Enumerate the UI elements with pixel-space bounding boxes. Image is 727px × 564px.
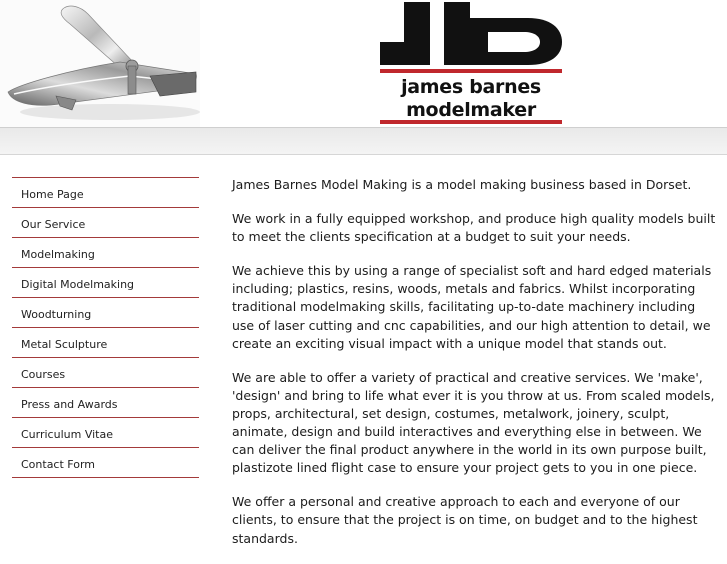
sidebar-nav (12, 177, 199, 478)
nav-item-home-page[interactable]: Home Page (12, 177, 199, 207)
nav-item-modelmaking[interactable]: Modelmaking (12, 237, 199, 267)
site-header (0, 0, 727, 127)
approach-paragraph: We offer a personal and creative approach to each and everyone of our clients, to ensure that the project is on time, on budget and to the highest standards. (232, 494, 698, 546)
logo-text-name: james barnes (401, 76, 541, 98)
nav-item-metal-sculpture[interactable]: Metal Sculpture (12, 327, 199, 357)
nav-item-curriculum-vitae[interactable]: Curriculum Vitae (12, 417, 199, 447)
nav-item-our-service[interactable]: Our Service (12, 207, 199, 237)
materials-paragraph: We achieve this by using a range of specialist soft and hard edged materials including; plastics, resins, woods, metals and fabrics. Whilst incorporating traditional modelmaking skills, facilitating up-to-date machinery including use of laser cutting and cnc capabilities, and our high attention to detail, we create an exciting visual impact with a unique model that stands out. (232, 263, 712, 351)
intro-paragraph: James Barnes Model Making is a model making business based in Dorset. (232, 177, 692, 192)
nav-item-press-and-awards[interactable]: Press and Awards (12, 387, 199, 417)
hero-image (0, 0, 200, 127)
header-bar (0, 127, 727, 155)
site-logo[interactable] (378, 2, 564, 125)
nav-item-woodturning[interactable]: Woodturning (12, 297, 199, 327)
nav-item-digital-modelmaking[interactable]: Digital Modelmaking (12, 267, 199, 297)
workshop-paragraph: We work in a fully equipped workshop, and produce high quality models built to meet the clients specification at a budget to suit your needs. (232, 211, 716, 245)
nav-item-contact-form[interactable]: Contact Form (12, 447, 199, 478)
main-content (232, 176, 716, 564)
logo-text-tagline: modelmaker (406, 99, 536, 121)
nav-item-courses[interactable]: Courses (12, 357, 199, 387)
services-paragraph: We are able to offer a variety of practical and creative services. We 'make', 'design' and bring to life what ever it is you throw at us. From scaled models, props, architectural, set design, costumes, metalwork, joinery, sculpt, animate, design and build interactives and everything else in between. We can deliver the final product anywhere in the world in its own purpose built, plastizote lined flight case to ensure your project gets to you in one piece. (232, 369, 715, 476)
